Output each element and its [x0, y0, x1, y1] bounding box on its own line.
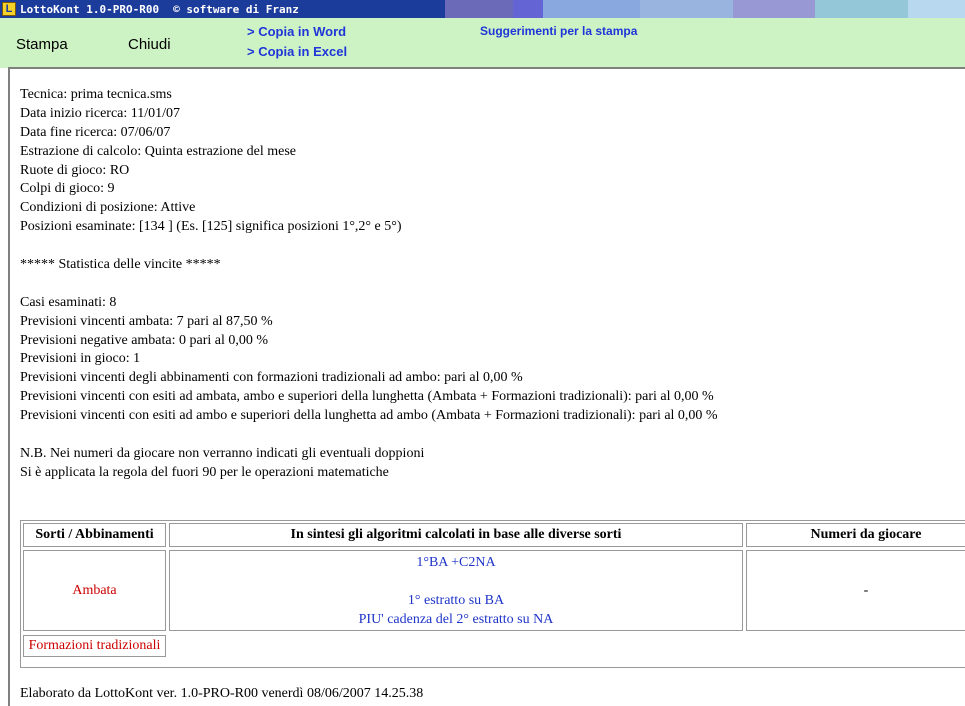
report-line-abbinamenti: Previsioni vincenti degli abbinamenti con formazioni tradizionali ad ambo: pari al 0,00 %: [20, 370, 523, 386]
report-line-regola: Si è applicata la regola del fuori 90 per le operazioni matematiche: [20, 464, 389, 480]
report-line-blank: [20, 237, 718, 256]
copia-excel-link[interactable]: > Copia in Excel: [247, 44, 348, 59]
title-band-6: [815, 0, 908, 18]
algo-line-estratto: 1° estratto su BA: [407, 593, 505, 608]
cell-sorte-formazioni: Formazioni tradizionali: [23, 635, 166, 657]
report-line-casi: Casi esaminati: 8: [20, 294, 117, 310]
report-line-nb: N.B. Nei numeri da giocare non verranno indicati gli eventuali doppioni: [20, 445, 425, 461]
title-band-7: [908, 0, 965, 18]
report-line-data-inizio: Data inizio ricerca: 11/01/07: [20, 105, 181, 121]
results-table: [20, 520, 965, 668]
copia-word-link[interactable]: > Copia in Word: [247, 24, 347, 39]
toolbar: [0, 18, 965, 68]
report-line-estrazione: Estrazione di calcolo: Quinta estrazione del mese: [20, 143, 297, 159]
title-band-2: [513, 0, 543, 18]
report-line-esiti-ambata: Previsioni vincenti con esiti ad ambata, ambo e superiori della lunghetta (Ambata + Formazioni tradizionali): pari al 0,00 %: [20, 389, 714, 405]
title-band-4: [640, 0, 733, 18]
chiudi-button[interactable]: Chiudi: [128, 36, 171, 53]
report-line-in-gioco: Previsioni in gioco: 1: [20, 351, 141, 367]
title-band-5: [733, 0, 815, 18]
title-bar: [0, 0, 965, 18]
title-band-3: [543, 0, 640, 18]
cell-algoritmi-ambata: [169, 550, 743, 631]
cell-numeri-ambata: -: [746, 550, 965, 631]
window-author: © software di Franz: [173, 2, 299, 16]
report-text: [20, 86, 718, 483]
report-line-blank: [20, 275, 718, 294]
report-line-esiti-ambo: Previsioni vincenti con esiti ad ambo e superiori della lunghetta ad ambo (Ambata + Formazioni tradizionali): pari al 0,00 %: [20, 408, 718, 424]
report-line-colpi: Colpi di gioco: 9: [20, 181, 115, 197]
report-line-posizioni: Posizioni esaminate: [134 ] (Es. [125] significa posizioni 1°,2° e 5°): [20, 219, 402, 235]
report-line-ruote: Ruote di gioco: RO: [20, 162, 130, 178]
algo-formula: 1°BA +C2NA: [416, 555, 496, 570]
header-numeri: Numeri da giocare: [746, 523, 965, 547]
suggerimenti-stampa-link[interactable]: Suggerimenti per la stampa: [480, 24, 638, 38]
report-line-negative-ambata: Previsioni negative ambata: 0 pari al 0,00 %: [20, 332, 269, 348]
title-bar-left: [0, 0, 445, 18]
report-line-blank: [20, 426, 718, 445]
algo-line-cadenza: PIU' cadenza del 2° estratto su NA: [358, 612, 554, 627]
report-line-statistica-title: ***** Statistica delle vincite *****: [20, 257, 221, 273]
header-sorti: Sorti / Abbinamenti: [23, 523, 166, 547]
app-logo-icon: L: [2, 2, 16, 16]
header-algoritmi: In sintesi gli algoritmi calcolati in base alle diverse sorti: [169, 523, 743, 547]
title-band-1: [445, 0, 513, 18]
footer-elaborato: Elaborato da LottoKont ver. 1.0-PRO-R00 venerdì 08/06/2007 14.25.38: [20, 686, 424, 701]
cell-sorte-ambata: Ambata: [23, 550, 166, 631]
report-line-condizioni: Condizioni di posizione: Attive: [20, 200, 196, 216]
report-line-vincenti-ambata: Previsioni vincenti ambata: 7 pari al 87,50 %: [20, 313, 273, 329]
report-line-data-fine: Data fine ricerca: 07/06/07: [20, 124, 171, 140]
stampa-button[interactable]: Stampa: [16, 36, 68, 53]
window-title: LottoKont 1.0-PRO-R00: [20, 2, 160, 16]
report-frame: [8, 67, 965, 706]
report-line-tecnica: Tecnica: prima tecnica.sms: [20, 87, 172, 102]
